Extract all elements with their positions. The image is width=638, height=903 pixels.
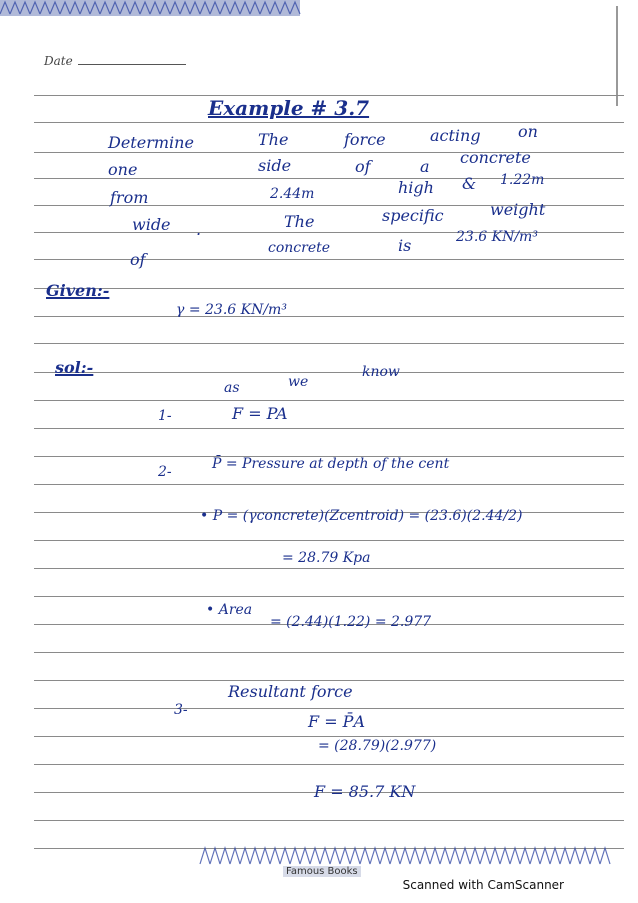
problem-word: . [196,220,202,239]
area-value: = (2.44)(1.22) = 2.977 [270,614,432,630]
problem-word: from [110,188,149,207]
ruled-line [34,288,624,289]
solution-heading: sol:- [55,358,94,377]
step3-label: Resultant force [228,682,353,701]
ruled-line [34,540,624,541]
ruled-line [34,568,624,569]
problem-word: concrete [268,240,331,256]
ruled-line [34,316,624,317]
problem-word: of [130,250,146,269]
step-number: 2- [158,464,172,480]
intro-word: know [362,364,400,380]
problem-word: of [355,157,371,176]
ruled-line [34,820,624,821]
problem-word: a [420,157,430,176]
ruled-line [34,152,624,153]
problem-word: wide [132,215,171,234]
margin-rule [616,6,618,106]
ruled-line [34,680,624,681]
ruled-line [34,259,624,260]
problem-word: side [258,156,292,175]
ruled-line [34,372,624,373]
step2-definition: P̄ = Pressure at depth of the cent [212,456,450,472]
problem-word: 23.6 KN/m³ [456,229,538,245]
given-value: γ = 23.6 KN/m³ [176,302,287,318]
problem-word: is [398,236,412,255]
bottom-border-pattern [0,842,638,868]
intro-word: as [224,380,240,396]
step3-line1: F = P̄A [308,712,365,731]
ruled-line [34,736,624,737]
step-number: 1- [158,408,172,424]
ruled-line [34,428,624,429]
step3-line3: F = 85.7 KN [314,782,416,801]
problem-word: The [258,130,289,149]
problem-word: Determine [108,133,194,152]
problem-word: force [344,130,386,149]
page-title: Example # 3.7 [208,96,370,120]
problem-word: acting [430,126,481,145]
ruled-line [34,596,624,597]
intro-word: we [288,374,309,390]
top-border-pattern [0,0,638,18]
problem-word: one [108,160,138,179]
problem-word: on [518,122,538,141]
step2-result: = 28.79 Kpa [282,550,371,566]
area-label: • Area [206,602,253,618]
scanner-watermark: Scanned with CamScanner [402,878,564,892]
problem-word: 1.22m [500,172,545,188]
ruled-line [34,652,624,653]
step3-line2: = (28.79)(2.977) [318,738,437,754]
step1-formula: F = PA [232,404,288,423]
problem-word: specific [382,206,444,225]
brand-label: Famous Books [283,866,361,877]
problem-word: The [284,212,315,231]
problem-word: concrete [460,148,531,167]
problem-word: 2.44m [270,186,315,202]
ruled-line [34,764,624,765]
date-underline [78,64,186,65]
ruled-line [34,400,624,401]
problem-word: high [398,178,434,197]
step-number: 3- [174,702,188,718]
step2-equation: • P = (γconcrete)(Zcentroid) = (23.6)(2.44/2) [200,508,523,524]
ruled-line [34,343,624,344]
date-label: Date [44,54,73,68]
problem-word: weight [490,200,546,219]
problem-word: & [462,174,477,193]
ruled-line [34,484,624,485]
ruled-line [34,708,624,709]
border-zigzag [200,848,610,864]
given-heading: Given:- [46,281,110,300]
